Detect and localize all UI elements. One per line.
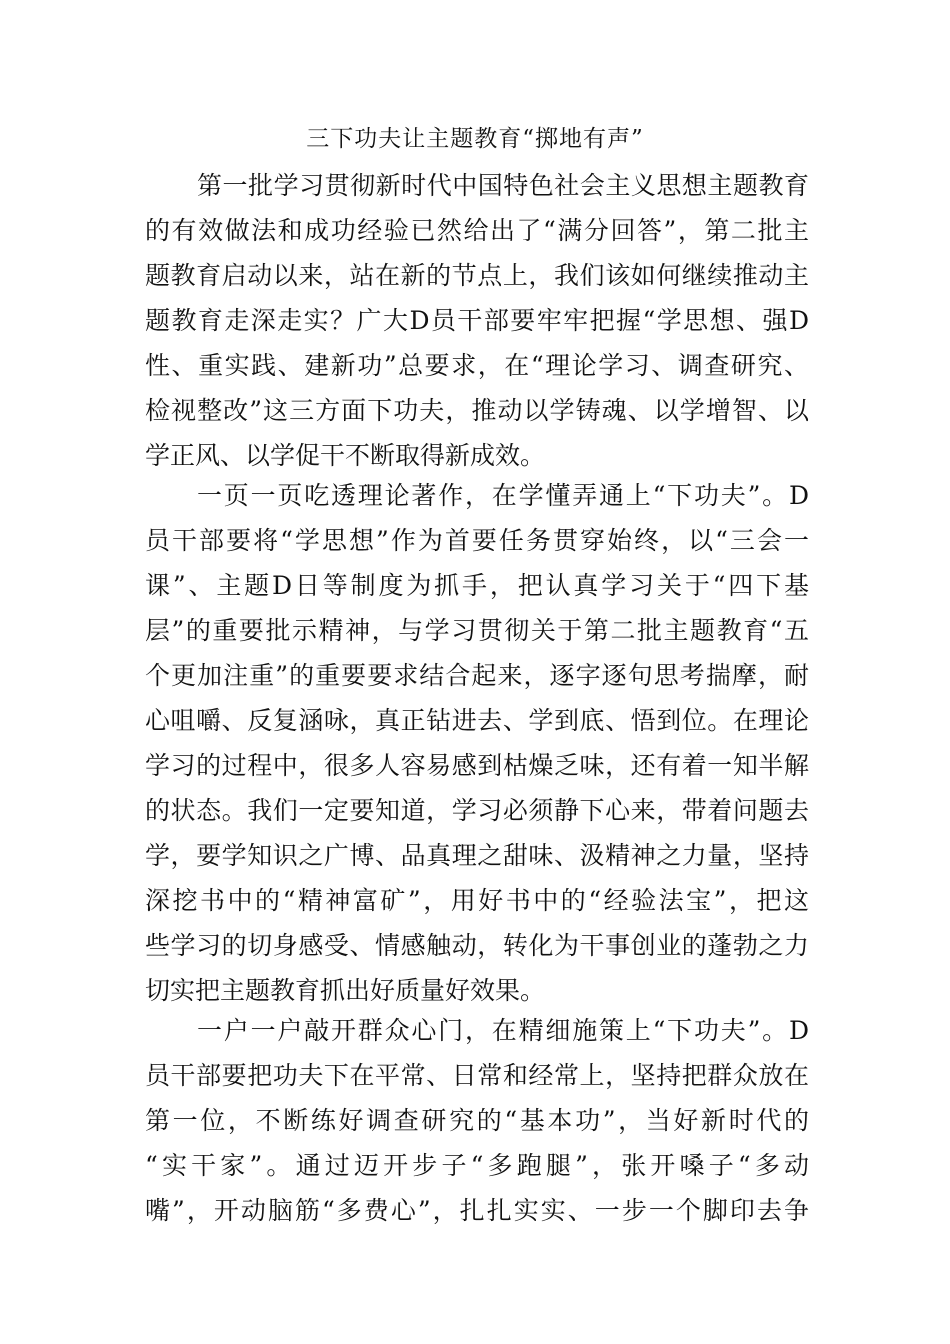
paragraph-3-line-3: 第一位，不断练好调查研究的“基本功”，当好新时代的 [145,1106,809,1135]
paragraph-2-line-5: 个更加注重”的重要要求结合起来，逐字逐句思考揣摩，耐 [145,661,809,690]
paragraph-2-line-2: 员干部要将“学思想”作为首要任务贯穿始终，以“三会一 [145,526,809,555]
paragraph-2-line-9: 学，要学知识之广博、品真理之甜味、汲精神之力量，坚持 [145,841,809,870]
paragraph-3-line-1: 一户一户敲开群众心门，在精细施策上“下功夫”。D [197,1016,809,1045]
paragraph-1-line-4: 题教育走深走实？广大D员干部要牢牢把握“学思想、强D [145,306,809,335]
document-title: 三下功夫让主题教育“掷地有声” [306,126,644,152]
paragraph-2-line-6: 心咀嚼、反复涵咏，真正钻进去、学到底、悟到位。在理论 [145,706,809,735]
paragraph-2-line-10: 深挖书中的“精神富矿”，用好书中的“经验法宝”，把这 [145,886,809,915]
paragraph-2-line-3: 课”、主题D日等制度为抓手，把认真学习关于“四下基 [145,571,809,600]
paragraph-3-line-4: “实干家”。通过迈开步子“多跑腿”，张开嗓子“多动 [145,1151,809,1180]
paragraph-3-line-5: 嘴”，开动脑筋“多费心”，扎扎实实、一步一个脚印去争 [145,1196,809,1225]
paragraph-1-line-2: 的有效做法和成功经验已然给出了“满分回答”，第二批主 [145,216,809,245]
paragraph-2-line-8: 的状态。我们一定要知道，学习必须静下心来，带着问题去 [145,796,809,825]
paragraph-2-line-1: 一页一页吃透理论著作，在学懂弄通上“下功夫”。D [197,481,809,510]
paragraph-3-line-2: 员干部要把功夫下在平常、日常和经常上，坚持把群众放在 [145,1061,809,1090]
paragraph-1-line-5: 性、重实践、建新功”总要求，在“理论学习、调查研究、 [145,351,809,380]
paragraph-1-line-3: 题教育启动以来，站在新的节点上，我们该如何继续推动主 [145,261,809,290]
paragraph-1-line-7: 学正风、以学促干不断取得新成效。 [145,441,546,470]
paragraph-2-line-4: 层”的重要批示精神，与学习贯彻关于第二批主题教育“五 [145,616,809,645]
paragraph-1-line-6: 检视整改”这三方面下功夫，推动以学铸魂、以学增智、以 [145,396,809,425]
paragraph-2-line-7: 学习的过程中，很多人容易感到枯燥乏味，还有着一知半解 [145,751,809,780]
paragraph-2-line-12: 切实把主题教育抓出好质量好效果。 [145,976,546,1005]
paragraph-2-line-11: 些学习的切身感受、情感触动，转化为干事创业的蓬勃之力 [145,931,809,960]
paragraph-1-line-1: 第一批学习贯彻新时代中国特色社会主义思想主题教育 [197,171,809,200]
